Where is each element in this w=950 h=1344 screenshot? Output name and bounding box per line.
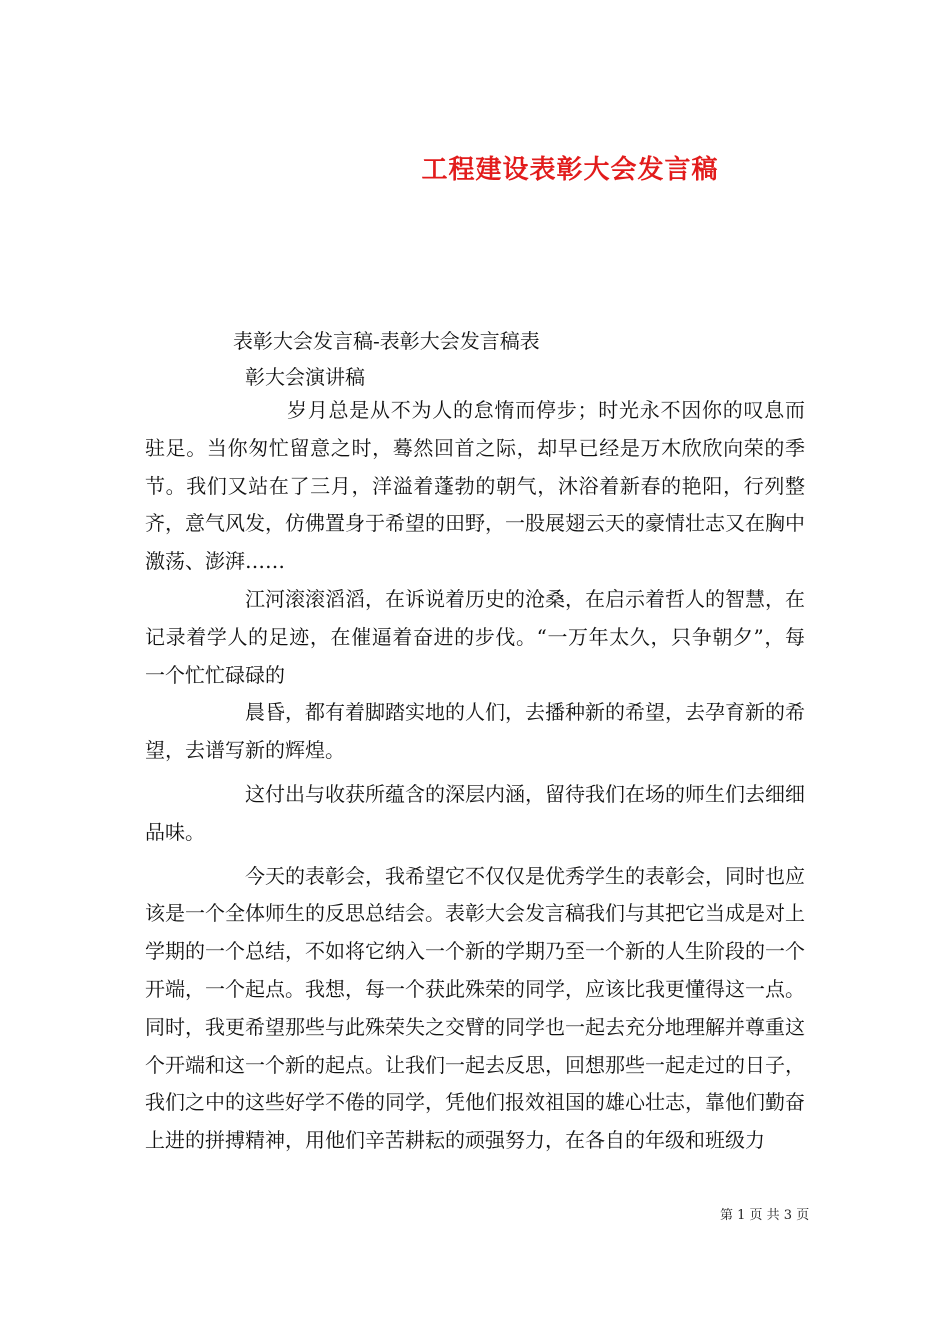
page-title: 工程建设表彰大会发言稿 — [421, 155, 719, 186]
page-footer: 第 1 页 共 3 页 — [720, 1208, 810, 1223]
body-text — [145, 392, 805, 1160]
paragraph-1: 岁月总是从不为人的怠惰而停步；时光永不因你的叹息而驻足。当你匆忙留意之时，蓦然回首之际，却早已经是万木欣欣向荣的季节。我们又站在了三月，洋溢着蓬勃的朝气，沐浴着新春的艳阳，行列整齐，意气风发，仿佛置身于希望的田野，一股展翅云天的豪情壮志又在胸中激荡、澎湃…… — [145, 398, 805, 574]
paragraph-3: 晨昏，都有着脚踏实地的人们，去播种新的希望，去孕育新的希望，去谱写新的辉煌。 — [145, 700, 805, 763]
paragraph-5: 今天的表彰会，我希望它不仅仅是优秀学生的表彰会，同时也应该是一个全体师生的反思总结会。表彰大会发言稿我们与其把它当成是对上学期的一个总结，不如将它纳入一个新的学期乃至一个新的人生阶段的一个开端，一个起点。我想，每一个获此殊荣的同学，应该比我更懂得这一点。同时，我更希望那些与此殊荣失之交臂的同学也一起去充分地理解并尊重这个开端和这一个新的起点。让我们一起去反思，回想那些一起走过的日子，我们之中的这些好学不倦的同学，凭他们报效祖国的雄心壮志，靠他们勤奋上进的拼搏精神，用他们辛苦耕耘的顽强努力，在各自的年级和班级力 — [145, 863, 805, 1153]
subtitle-line-2: 彰大会演讲稿 — [245, 365, 365, 389]
paragraph-4: 这付出与收获所蕴含的深层内涵，留待我们在场的师生们去细细品味。 — [145, 781, 805, 844]
subtitle-line-1: 表彰大会发言稿-表彰大会发言稿表 — [233, 329, 540, 353]
paragraph-2: 江河滚滚滔滔，在诉说着历史的沧桑，在启示着哲人的智慧，在记录着学人的足迹，在催逼着奋进的步伐。“一万年太久，只争朝夕”，每一个忙忙碌碌的 — [145, 586, 805, 687]
